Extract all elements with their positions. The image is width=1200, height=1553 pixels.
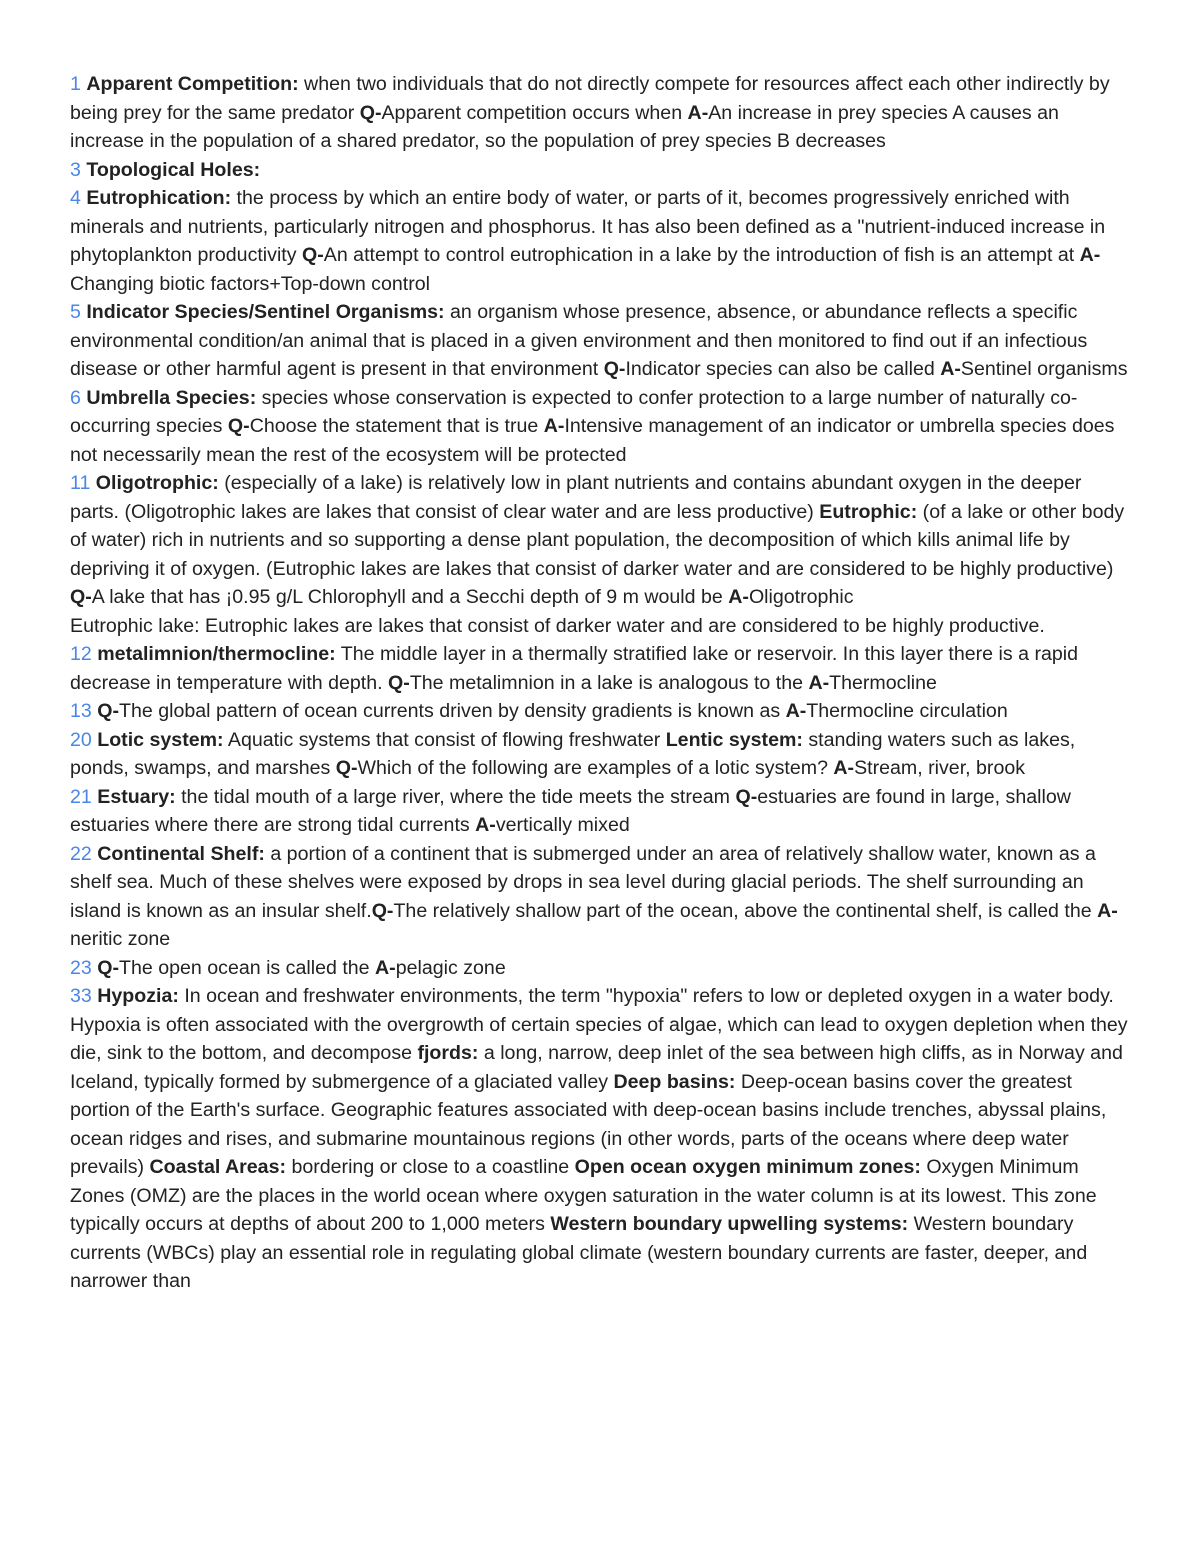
term-label: Q-	[359, 101, 382, 124]
term-label: Estuary:	[97, 785, 176, 808]
body-text: A lake that has ¡0.95 g/L Chlorophyll and a Secchi depth of 9 m would be	[91, 586, 729, 608]
item-number: 1	[70, 73, 87, 95]
body-text: An increase in prey species A causes an increase in the population of a shared predator, so the population of prey species B decreases	[70, 101, 1059, 152]
term-label: Q-	[97, 956, 120, 979]
term-label: Apparent Competition:	[86, 73, 299, 95]
term-label: A-	[1097, 899, 1118, 922]
paragraph	[70, 156, 1132, 185]
term-label: Q-	[335, 757, 358, 779]
term-label: Continental Shelf:	[97, 842, 265, 865]
body-text: a portion of a continent that is submerged under an area of relatively shallow water, known as a shelf sea. Much of these shelves were exposed by drops in sea level during glacial periods. The shelf surrounding an island is known as an insular shelf.	[70, 842, 1096, 922]
term-label: A-	[785, 700, 807, 722]
body-text: Choose the statement that is true	[249, 415, 544, 437]
term-label: metalimnion/thermocline:	[97, 643, 336, 665]
term-label: Oligotrophic:	[95, 472, 219, 494]
body-text: Changing biotic factors+Top-down control	[70, 272, 430, 295]
term-label: A-	[833, 757, 855, 779]
paragraph	[70, 184, 1132, 298]
body-text: estuaries are found in large, shallow estuaries where there are strong tidal currents	[70, 785, 1071, 836]
term-label: A-	[940, 358, 961, 380]
term-label: Lentic system:	[665, 728, 803, 751]
body-text: (of a lake or other body of water) rich in nutrients and so supporting a dense plant population, the decomposition of which kills animal life by depriving it of oxygen. (Eutrophic lakes are lakes that consist of darker water and are considered to be highly productive)	[70, 500, 1125, 580]
term-label: A-	[808, 671, 830, 694]
body-text: Thermocline	[829, 671, 937, 694]
paragraph	[70, 982, 1132, 1296]
term-label: Q-	[97, 700, 120, 722]
body-text: Aquatic systems that consist of flowing freshwater	[223, 728, 666, 751]
body-text: The open ocean is called the	[119, 956, 375, 979]
body-text: when two individuals that do not directly compete for resources affect each other indirectly by being prey for the same predator	[70, 73, 1110, 124]
term-label: A-	[687, 101, 709, 124]
body-text: bordering or close to a coastline	[286, 1156, 575, 1178]
item-number: 6	[70, 386, 87, 409]
paragraph	[70, 298, 1132, 384]
paragraph	[70, 583, 1132, 612]
paragraph	[70, 726, 1132, 783]
item-number: 11	[70, 472, 96, 494]
term-label: Indicator Species/Sentinel Organisms:	[86, 301, 445, 323]
term-label: Open ocean oxygen minimum zones:	[574, 1156, 921, 1178]
paragraph	[70, 954, 1132, 983]
item-number: 22	[70, 842, 98, 865]
body-text: species whose conservation is expected to confer protection to a large number of naturally co-occurring species	[70, 386, 1078, 437]
item-number: 21	[70, 785, 98, 808]
term-label: A-	[475, 814, 496, 836]
paragraph	[70, 783, 1132, 840]
term-label: A-	[728, 586, 749, 608]
term-label: Eutrophic:	[819, 500, 918, 523]
body-text: Eutrophic lake: Eutrophic lakes are lakes that consist of darker water and are considered to be highly productive.	[70, 614, 1045, 637]
body-text: The middle layer in a thermally stratified lake or reservoir. In this layer there is a rapid decrease in temperature with depth.	[70, 643, 1079, 694]
body-text: Indicator species can also be called	[625, 358, 941, 380]
item-number: 4	[70, 187, 87, 209]
term-label: Q-	[302, 244, 324, 266]
item-number: 23	[70, 956, 98, 979]
body-text: Which of the following are examples of a lotic system?	[357, 757, 834, 779]
term-label: A-	[543, 415, 565, 437]
body-text: Sentinel organisms	[960, 358, 1128, 380]
item-number: 20	[70, 728, 98, 751]
body-text: an organism whose presence, absence, or abundance reflects a specific environmental condition/an animal that is placed in a given environment and then monitored to find out if an infectious disease or other harmful agent is present in that environment	[70, 301, 1088, 380]
paragraph	[70, 612, 1132, 641]
term-label: Q-	[371, 899, 394, 922]
body-text: Deep-ocean basins cover the greatest portion of the Earth's surface. Geographic features associated with deep-ocean basins include trenches, abyssal plains, ocean ridges and rises, and submarine mountainous regions (in other words, parts of the oceans where deep water prevails)	[70, 1070, 1107, 1178]
body-text: Oligotrophic	[748, 586, 854, 608]
term-label: fjords:	[417, 1042, 479, 1064]
term-label: Q-	[603, 358, 626, 380]
term-label: Eutrophication:	[86, 187, 232, 209]
term-label: A-	[1079, 244, 1101, 266]
body-text: Stream, river, brook	[854, 757, 1026, 779]
term-label: Hypozia:	[97, 985, 179, 1007]
term-label: Western boundary upwelling systems:	[550, 1213, 909, 1235]
item-number: 5	[70, 301, 87, 323]
body-text: vertically mixed	[495, 814, 630, 836]
body-text: Oxygen Minimum Zones (OMZ) are the places in the world ocean where oxygen saturation in the water column is at its lowest. This zone typically occurs at depths of about 200 to 1,000 meters	[70, 1156, 1097, 1235]
body-text: Western boundary currents (WBCs) play an essential role in regulating global climate (western boundary currents are faster, deeper, and narrower than	[70, 1213, 1088, 1292]
body-text: An attempt to control eutrophication in a lake by the introduction of fish is an attempt at	[323, 244, 1080, 266]
document-body	[70, 70, 1132, 1296]
body-text: pelagic zone	[395, 956, 506, 979]
body-text: the process by which an entire body of water, or parts of it, becomes progressively enriched with minerals and nutrients, particularly nitrogen and phosphorus. It has also been defined as a "nutrient-induced increase in phytoplankton productivity	[70, 187, 1106, 266]
term-label: Q-	[735, 785, 758, 808]
body-text: Apparent competition occurs when	[381, 101, 688, 124]
body-text: standing waters such as lakes, ponds, swamps, and marshes	[70, 728, 1076, 779]
term-label: Lotic system:	[97, 728, 224, 751]
paragraph	[70, 697, 1132, 726]
term-label: Q-	[388, 671, 410, 694]
term-label: Coastal Areas:	[149, 1156, 286, 1178]
body-text: The metalimnion in a lake is analogous to the	[409, 671, 809, 694]
paragraph	[70, 640, 1132, 697]
paragraph	[70, 840, 1132, 954]
body-text: The relatively shallow part of the ocean, above the continental shelf, is called the	[393, 899, 1098, 922]
term-label: Topological Holes:	[86, 158, 261, 181]
item-number: 3	[70, 158, 87, 181]
body-text: The global pattern of ocean currents driven by density gradients is known as	[119, 700, 786, 722]
body-text: Thermocline circulation	[806, 700, 1008, 722]
body-text: neritic zone	[70, 928, 171, 950]
term-label: Deep basins:	[613, 1070, 736, 1093]
body-text: Intensive management of an indicator or umbrella species does not necessarily mean the rest of the ecosystem will be protected	[70, 415, 1115, 466]
paragraph	[70, 384, 1132, 470]
body-text: the tidal mouth of a large river, where the tide meets the stream	[175, 785, 736, 808]
paragraph	[70, 70, 1132, 156]
term-label: Q-	[227, 415, 250, 437]
item-number: 12	[70, 643, 98, 665]
body-text: (especially of a lake) is relatively low in plant nutrients and contains abundant oxygen in the deeper parts. (Oligotrophic lakes are lakes that consist of clear water and are less productive)	[70, 472, 1082, 523]
paragraph	[70, 469, 1132, 583]
term-label: A-	[375, 956, 396, 979]
term-label: Umbrella Species:	[86, 386, 257, 409]
item-number: 13	[70, 700, 98, 722]
term-label: Q-	[70, 586, 92, 608]
body-text: In ocean and freshwater environments, the term "hypoxia" refers to low or depleted oxygen in a water body. Hypoxia is often associated with the overgrowth of certain species of algae, which can lead to oxygen depletion when they die, sink to the bottom, and decompose	[70, 985, 1128, 1064]
body-text: a long, narrow, deep inlet of the sea between high cliffs, as in Norway and Iceland, typically formed by submergence of a glaciated valley	[70, 1042, 1123, 1093]
item-number: 33	[70, 985, 98, 1007]
